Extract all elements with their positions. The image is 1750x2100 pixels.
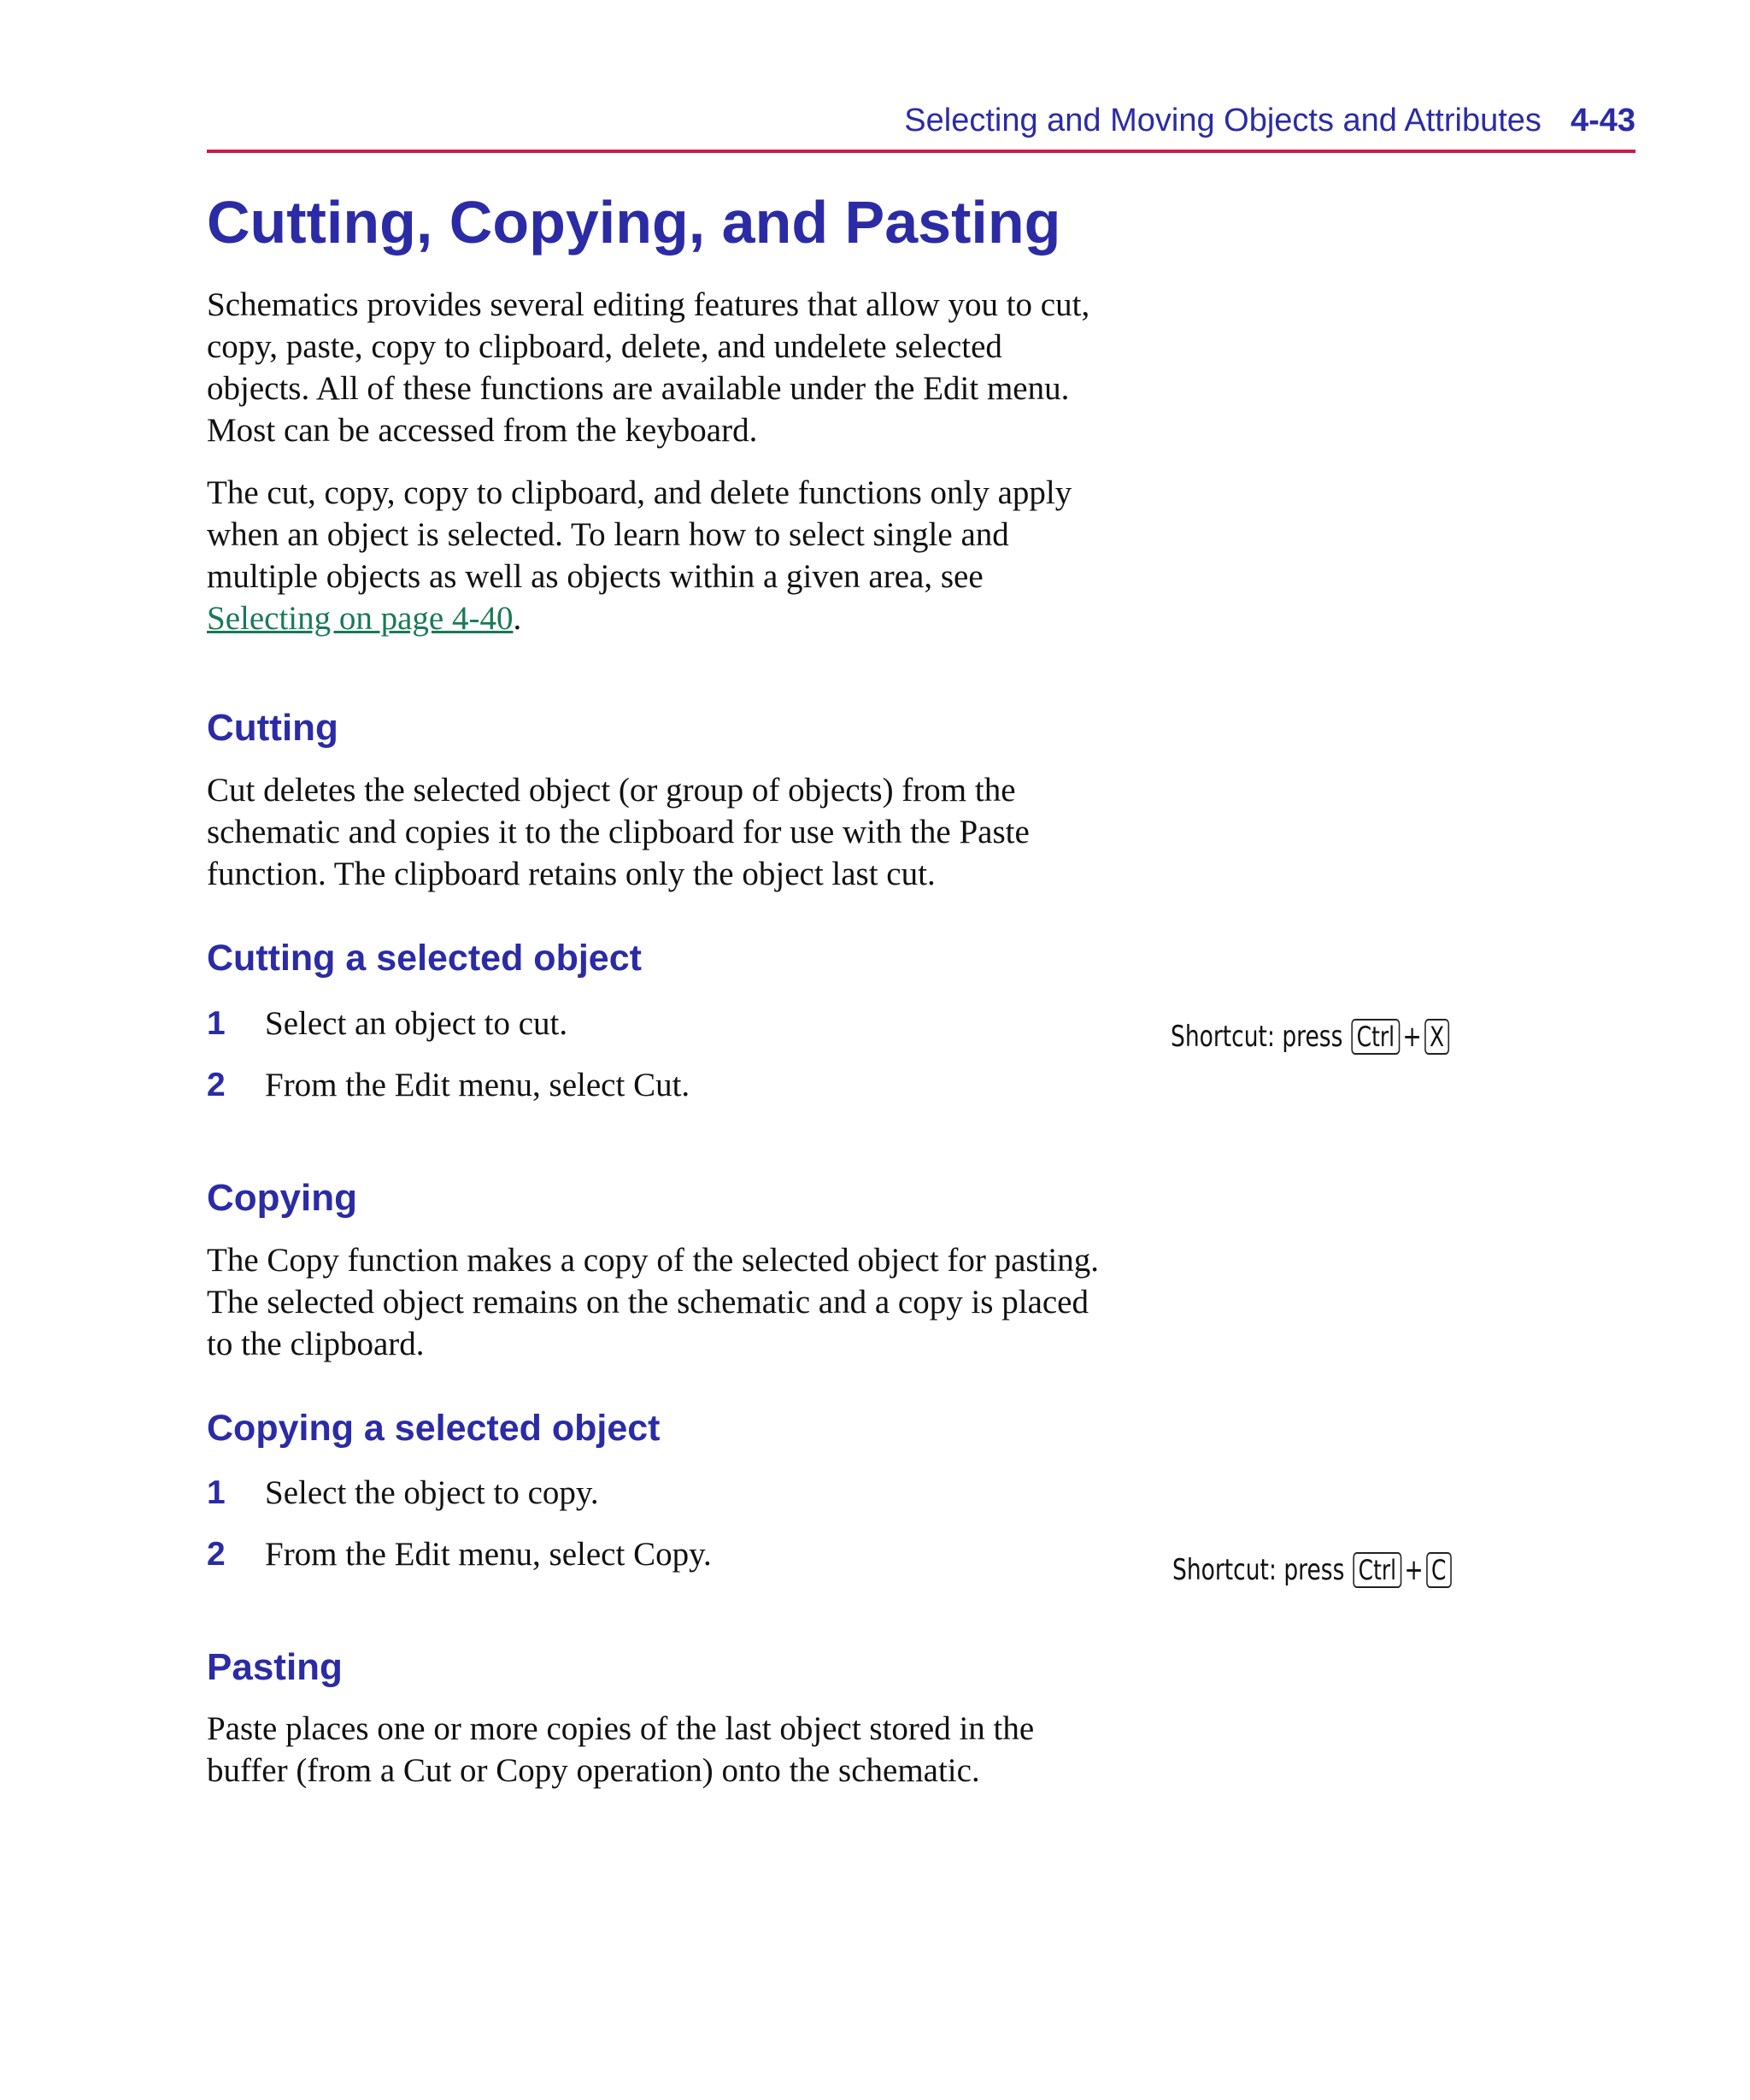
cutting-paragraph: Cut deletes the selected object (or group of objects) from the schematic and copies it to the clipboard for use with the Paste function. The clipboard retains only the object last cut.: [207, 772, 1030, 892]
selecting-page-link[interactable]: Selecting on page 4-40: [207, 600, 514, 637]
c-key: C: [1426, 1552, 1452, 1588]
cutting-step-1: [207, 1004, 567, 1049]
cutting-step-2: [207, 1066, 690, 1110]
step-number: 2: [207, 1536, 226, 1573]
running-header-title: Selecting and Moving Objects and Attributes: [904, 103, 1542, 138]
copying-step-1: [207, 1474, 599, 1518]
header-rule: [207, 150, 1635, 153]
step-text: From the Edit menu, select Copy.: [265, 1536, 712, 1573]
step-number: 1: [207, 1005, 226, 1042]
running-header: [904, 103, 1635, 139]
copy-shortcut-note: [1172, 1552, 1453, 1588]
x-key: X: [1424, 1019, 1450, 1055]
page-title: Cutting, Copying, and Pasting: [207, 189, 1061, 256]
pasting-paragraph: Paste places one or more copies of the last object stored in the buffer (from a Cut or Copy operation) onto the schematic.: [207, 1710, 1035, 1789]
ctrl-key: Ctrl: [1353, 1552, 1401, 1588]
step-number: 2: [207, 1067, 226, 1103]
intro-paragraph-2: [207, 472, 1113, 639]
procedure-heading-cutting: Cutting a selected object: [207, 938, 642, 979]
copying-step-2: [207, 1535, 712, 1579]
procedure-heading-copying: Copying a selected object: [207, 1408, 661, 1449]
ctrl-key: Ctrl: [1351, 1019, 1400, 1055]
shortcut-label: Shortcut: press: [1172, 1553, 1345, 1587]
cut-shortcut-note: [1171, 1019, 1451, 1055]
page-number: 4-43: [1570, 103, 1635, 138]
copying-paragraph: The Copy function makes a copy of the selected object for pasting. The selected object remains on the schematic and a copy is placed to the clipboard.: [207, 1242, 1100, 1362]
plus-sign: +: [1404, 1553, 1424, 1587]
intro-paragraph-2-end: .: [513, 600, 522, 637]
shortcut-label: Shortcut: press: [1171, 1020, 1343, 1054]
section-heading-pasting: Pasting: [207, 1646, 343, 1688]
step-number: 1: [207, 1474, 226, 1511]
step-text: Select the object to copy.: [265, 1474, 599, 1511]
step-text: From the Edit menu, select Cut.: [265, 1067, 690, 1103]
plus-sign: +: [1402, 1020, 1422, 1054]
intro-paragraph-1: Schematics provides several editing features that allow you to cut, copy, paste, copy to clipboard, delete, and undelete selected objects. All of these functions are available under the Edit menu. Most can be accessed from the keyboard.: [207, 286, 1090, 449]
step-text: Select an object to cut.: [265, 1005, 568, 1042]
section-heading-copying: Copying: [207, 1177, 357, 1219]
section-heading-cutting: Cutting: [207, 707, 338, 749]
intro-paragraph-2-text: The cut, copy, copy to clipboard, and delete functions only apply when an object is selected. To learn how to select single and multiple objects as well as objects within a given area, see: [207, 474, 1072, 595]
